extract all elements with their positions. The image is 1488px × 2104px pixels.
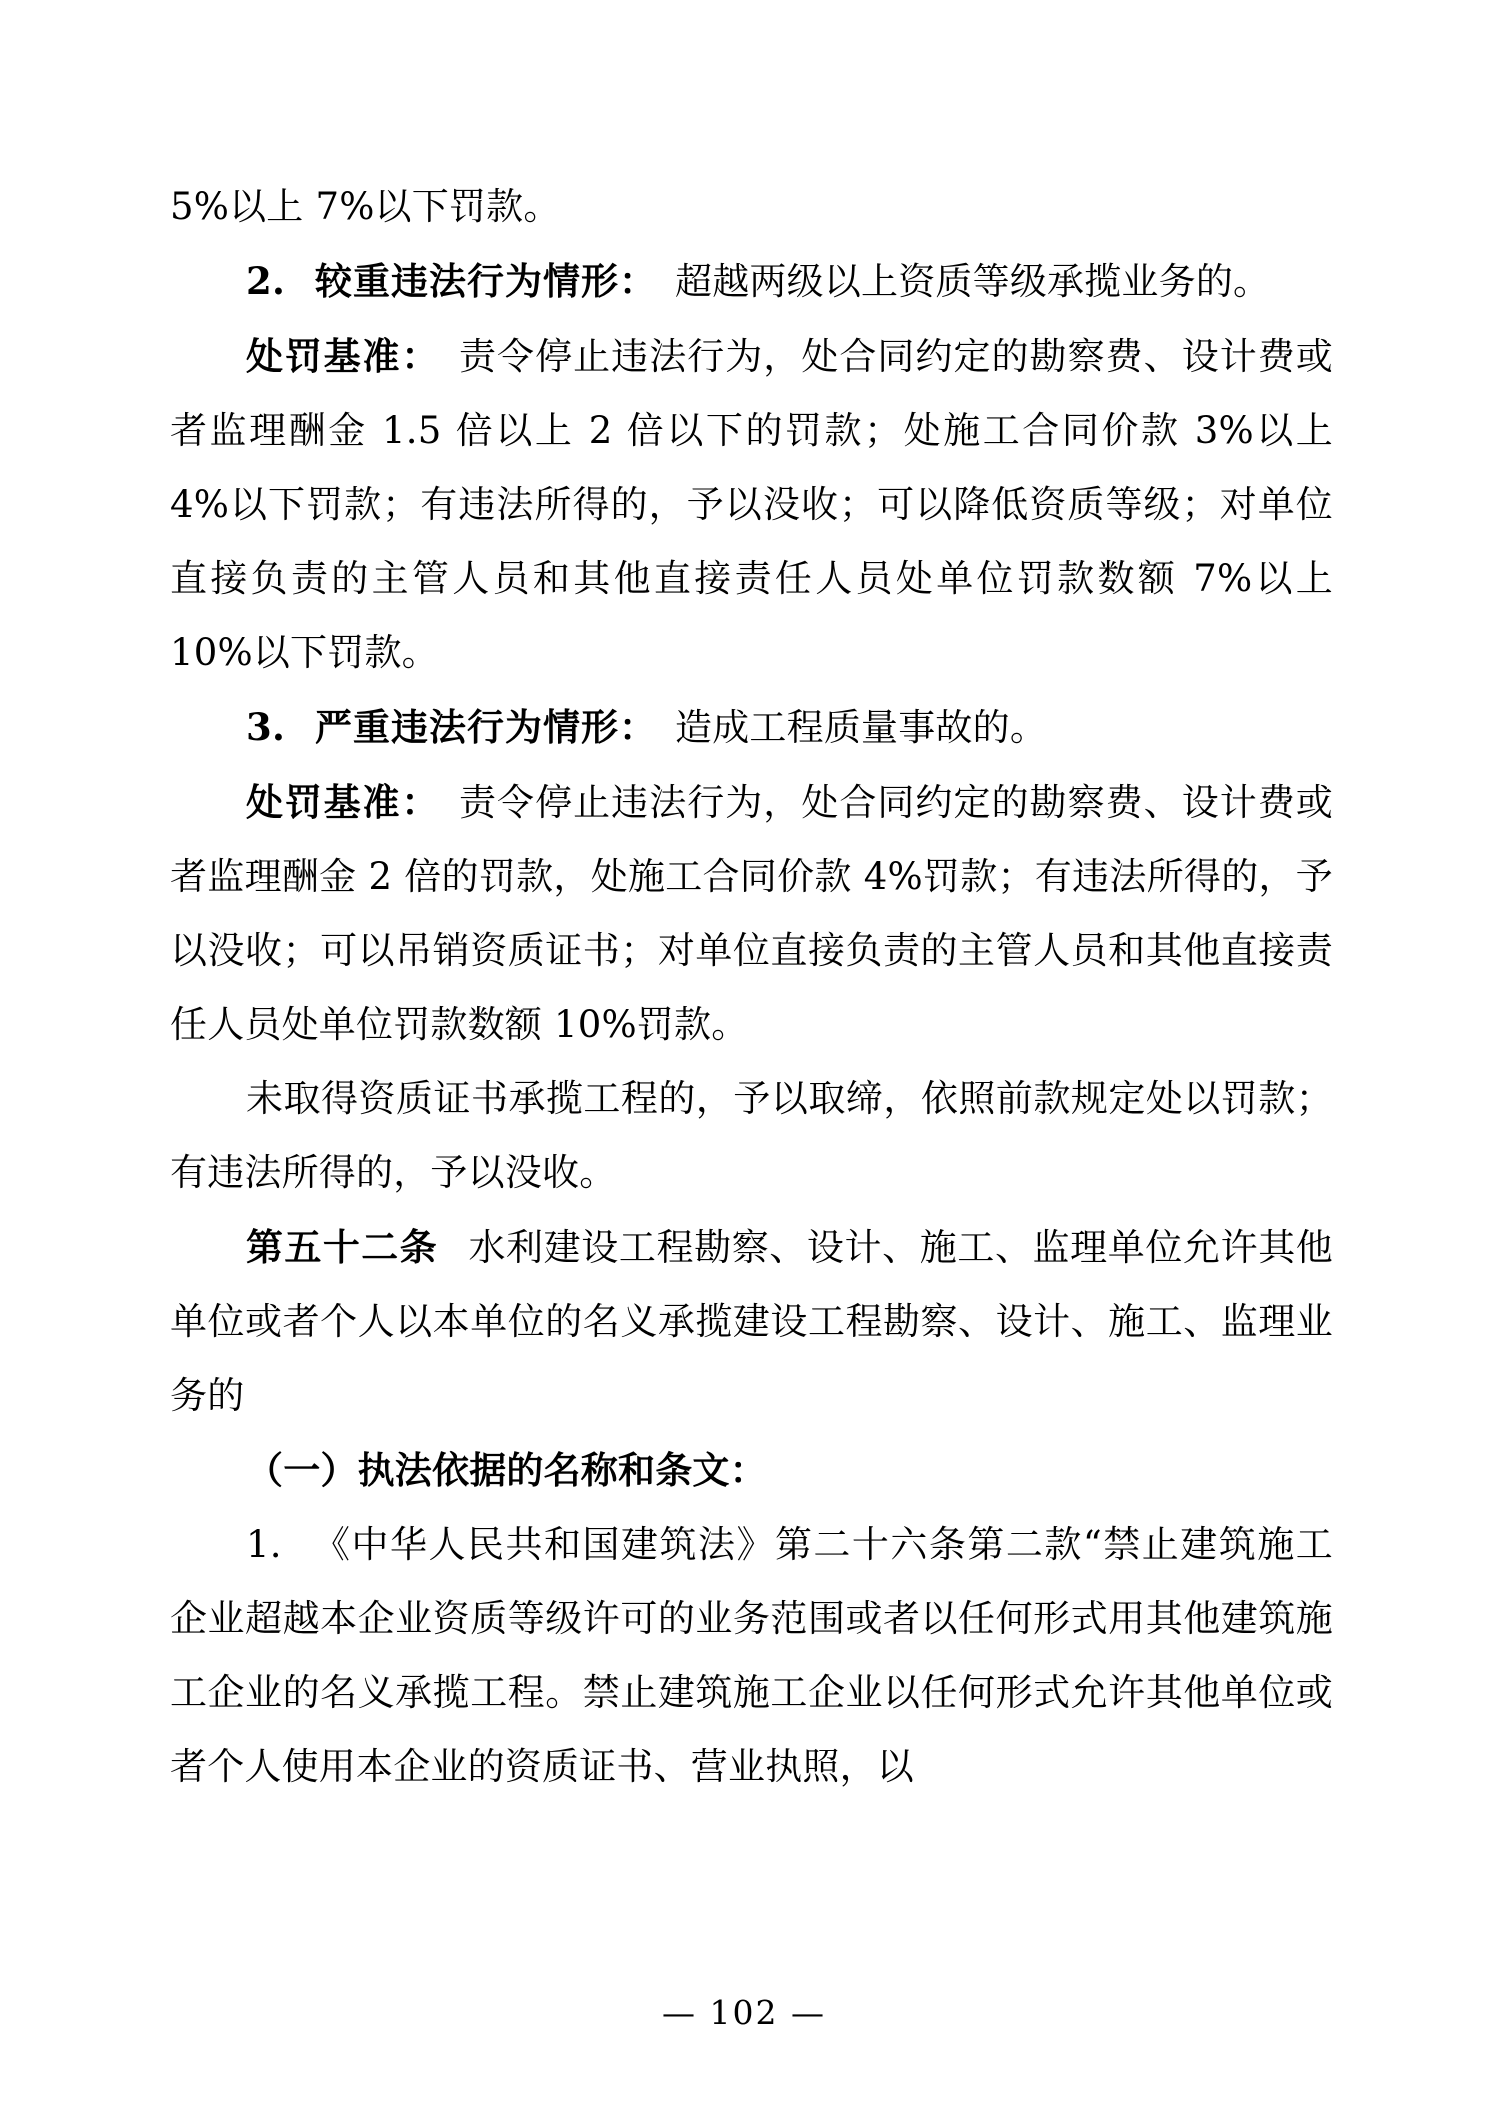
list-number: 1. [246, 1523, 282, 1566]
paragraph-article-52 [170, 1210, 1333, 1433]
inline-heading: 处罚基准： [246, 334, 441, 378]
paragraph-text: 5%以上 7%以下罚款。 [170, 185, 561, 228]
paragraph-continuation [170, 170, 1333, 244]
paragraph-text: 超越两级以上资质等级承揽业务的。 [675, 260, 1271, 303]
paragraph-basis-item-1 [170, 1508, 1333, 1804]
paragraph-text: 《中华人民共和国建筑法》第二十六条第二款“禁止建筑施工企业超越本企业资质等级许可的业务范围或者以任何形式用其他建筑施工企业的名义承揽工程。禁止建筑施工企业以任何形式允许其他单位或者个人使用本企业的资质证书、营业执照，以 [170, 1523, 1333, 1788]
paragraph-text: 造成工程质量事故的。 [675, 706, 1048, 749]
paragraph-text: 责令停止违法行为，处合同约定的勘察费、设计费或者监理酬金 2 倍的罚款，处施工合同价款 4%罚款；有违法所得的，予以没收；可以吊销资质证书；对单位直接负责的主管人员和其他直接责任人员处单位罚款数额 10%罚款。 [170, 781, 1333, 1046]
list-number: 2. [246, 259, 286, 303]
paragraph-text: 责令停止违法行为，处合同约定的勘察费、设计费或者监理酬金 1.5 倍以上 2 倍以下的罚款；处施工合同价款 3%以上 4%以下罚款；有违法所得的，予以没收；可以降低资质等级；对单位直接负责的主管人员和其他直接责任人员处单位罚款数额 7%以上 10%以下罚款。 [170, 335, 1333, 674]
paragraph-unlicensed-clause [170, 1062, 1333, 1210]
subheading-legal-basis [170, 1433, 1333, 1508]
list-number: 3. [246, 705, 286, 749]
paragraph-text: 水利建设工程勘察、设计、施工、监理单位允许其他单位或者个人以本单位的名义承揽建设工程勘察、设计、施工、监理业务的 [170, 1226, 1334, 1417]
paragraph-penalty-standard-3 [170, 765, 1333, 1062]
paragraph-text: 未取得资质证书承揽工程的，予以取缔，依照前款规定处以罚款；有违法所得的，予以没收。 [170, 1077, 1333, 1194]
paragraph-penalty-standard-2 [170, 319, 1333, 690]
subheading-text: （一）执法依据的名称和条文： [246, 1448, 767, 1492]
paragraph-item-3 [170, 690, 1333, 765]
inline-heading: 较重违法行为情形： [315, 259, 658, 303]
inline-heading: 严重违法行为情形： [315, 705, 658, 749]
inline-heading: 处罚基准： [246, 780, 441, 824]
paragraph-item-2 [170, 244, 1333, 319]
document-body [170, 170, 1333, 1804]
article-number: 第五十二条 [246, 1225, 439, 1269]
page-number: — 102 — [662, 1993, 826, 2032]
